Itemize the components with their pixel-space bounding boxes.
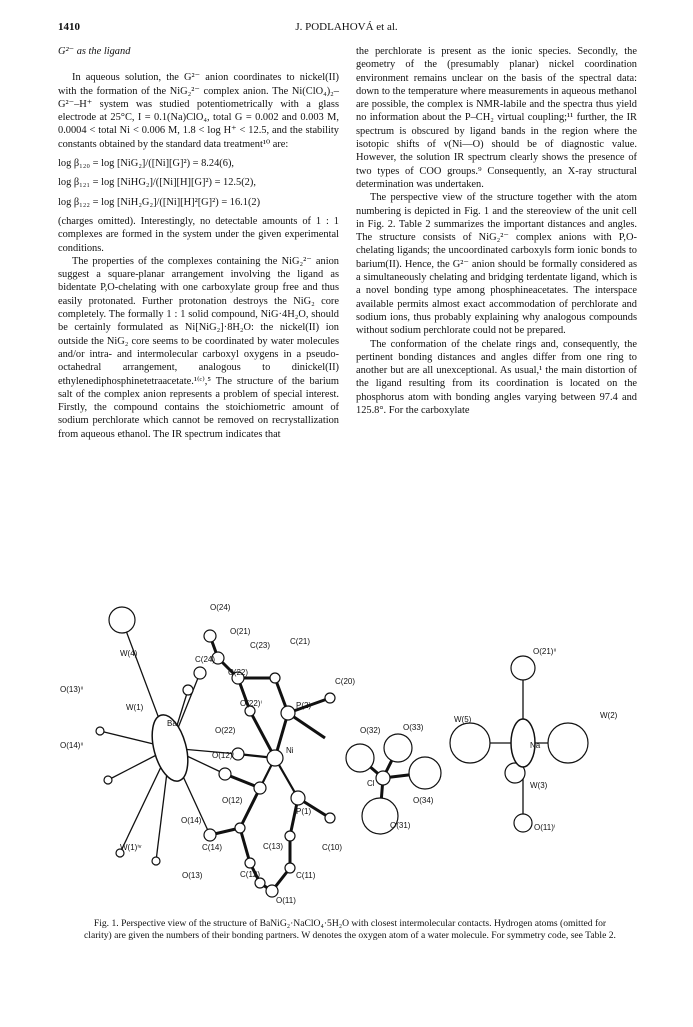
atom-label: O(11) xyxy=(276,896,296,905)
atom-label: O(31) xyxy=(390,821,411,830)
equation: log β₁₂₂ = log [NiH₂G₂]/([Ni][H]²[G]²) = 16.1(2) xyxy=(58,196,261,208)
equation: log β₁₂₀ = log [NiG₂]/([Ni][G]²) = 8.24(6), xyxy=(58,158,235,170)
page-number: 1410 xyxy=(58,21,80,33)
atom-label: C(24) xyxy=(195,655,216,664)
section-heading: G²⁻ as the ligand xyxy=(58,46,131,57)
atom-label: Na xyxy=(530,741,541,750)
atom-label: O(34) xyxy=(413,796,434,805)
atom-label: O(12) xyxy=(222,796,243,805)
atom-label: W(5) xyxy=(454,715,472,724)
left-column xyxy=(58,45,339,441)
atom-label: P(2) xyxy=(296,701,312,710)
atom-label: C(12) xyxy=(240,870,261,879)
atom-label: Cl xyxy=(367,779,375,788)
paragraph: In aqueous solution, the G²⁻ anion coordinates to nickel(II) with the formation of the NiG₂²⁻ complex anion. The Ni(ClO₄)₂–G²⁻–H⁺ system was studied potentiometrically with a glass electrode at 25°C, I = 0.1(Na)ClO₄, total G = 0.002 and 0.003 M, 0.0004 < total Ni < 0.006 M, 1.8 < log H⁺ < 12.5, and the stability constants obtained by the standard data treatment¹⁰ are: xyxy=(58,72,339,150)
atom-label: O(33) xyxy=(403,723,424,732)
atom-label: O(21)ⁱⁱ xyxy=(533,647,557,656)
atom-label: C(10) xyxy=(322,843,343,852)
atom-label: C(21) xyxy=(290,637,311,646)
atom-label: Ba xyxy=(167,719,177,728)
atom-label: O(13) xyxy=(182,871,203,880)
atom-label: O(21) xyxy=(230,627,251,636)
equation: log β₁₂₁ = log [NiHG₂]/([Ni][H][G]²) = 12.5(2), xyxy=(58,177,256,189)
atom-label: O(32) xyxy=(360,726,381,735)
atom-label: C(22) xyxy=(228,668,249,677)
atom-label: C(13) xyxy=(263,842,284,851)
atom-label: W(3) xyxy=(530,781,548,790)
atom-label: O(24) xyxy=(210,603,231,612)
atom-label: O(11)ⁱ xyxy=(534,823,556,832)
paragraph: the perchlorate is present as the ionic species. Secondly, the geometry of the (presumably planar) nickel coordination environment remains unclear on the basis of the spectral data: down to the temperature where measurements in aqueous methanol are possible, the complex is NMR-labile and the spectra thus yield no information about the P–CH₂ virtual coupling;¹¹ further, the IR spectrum is obscured by ligand bands in the region where the isotopic shifts of ν(Ni—O) should be of diagnostic value. However, the solution IR spectrum clearly shows the presence of two types of COO groups.⁹ Consequently, an X-ray structural determination was undertaken. xyxy=(356,46,637,190)
atom-label: C(23) xyxy=(250,641,271,650)
atom-label: O(13)ⁱⁱ xyxy=(60,685,84,694)
paragraph: The conformation of the chelate rings and, consequently, the pertinent bonding distances and angles differ from one ring to another but are all unexceptional. As usual,¹ the main distortion of the ligand resulting from its coordination is located on the phosphorus atom with bonding angles varying between 97.4 and 125.8°. For the carboxylate xyxy=(356,338,637,417)
running-title: J. PODLAHOVÁ et al. xyxy=(295,21,398,33)
atom-label: W(2) xyxy=(600,711,618,720)
atom-label: W(1)ⁱᵛ xyxy=(120,843,142,852)
right-column xyxy=(356,45,637,417)
paragraph: The perspective view of the structure together with the atom numbering is depicted in Fig. 1 and the stereoview of the unit cell in Fig. 2. Table 2 summarizes the important distances and angles. The structure consists of NiG₂²⁻ complex anions with P,O-chelating ligands; the uncoordinated carboxyls form ionic bonds to barium(II). Hence, the G²⁻ anion should be formally considered as a simultaneously chelating and bridging terdentate ligand, which is a novel bonding type among phosphineacetates. The interspace available permits almost exact accommodation of perchlorate and sodium ions, thus probably explaining why analogous compounds without sodium perchlorate could not be prepared. xyxy=(356,192,637,337)
atom-label: O(14) xyxy=(181,816,202,825)
atom-label: O(22) xyxy=(215,726,236,735)
atom-label: Ni xyxy=(286,746,294,755)
paragraph: (charges omitted). Interestingly, no detectable amounts of 1 : 1 complexes are formed in the system under the given experimental conditions. xyxy=(58,215,339,254)
structure-figure xyxy=(60,598,660,916)
atom-label: C(14) xyxy=(202,843,223,852)
atom-label: O(22)ⁱ xyxy=(240,699,262,708)
paragraph: The properties of the complexes containing the NiG₂²⁻ anion suggest a square-planar arrangement involving the ligand as bidentate P,O-chelating with one carboxylate group free and thus easily protonated. Further protonation destroys the NiG₂ core completely. The formally 1 : 1 solid compound, NiG·4H₂O, should be certainly formulated as Ni[NiG₂]·8H₂O: the nickel(II) ion outside the NiG₂ core seems to be coordinated by water molecules and/or intra- and intermolecular carboxyl oxygens in a pseudo-octahedral arrangement, analogous to dinickel(II) ethylenediphosphinetetraacetate.¹⁽ᶜ⁾,⁵ The structure of the barium salt of the complex anion represents a problem of special interest. Firstly, the compound contains the stoichiometric amount of sodium perchlorate which cannot be removed on recrystallization from aqueous ethanol. The IR spectrum indicates that xyxy=(58,255,339,440)
atom-label: O(12)ⁱ xyxy=(212,751,234,760)
atom-label: C(11) xyxy=(296,871,316,880)
structure-diagram xyxy=(60,598,660,916)
atom-label: C(20) xyxy=(335,677,356,686)
atom-label: W(4) xyxy=(120,649,138,658)
atom-label: O(14)ⁱⁱ xyxy=(60,741,84,750)
figure-caption: Fig. 1. Perspective view of the structure of BaNiG₂·NaClO₄·5H₂O with closest intermolecular contacts. Hydrogen atoms (omitted for clarity) are given the numbers of their bonding partners. W denotes the oxygen atom of a water molecule. For symmetry code, see Table 2. xyxy=(84,918,616,942)
atom-label: W(1) xyxy=(126,703,144,712)
atom-label: P(1) xyxy=(296,807,312,816)
